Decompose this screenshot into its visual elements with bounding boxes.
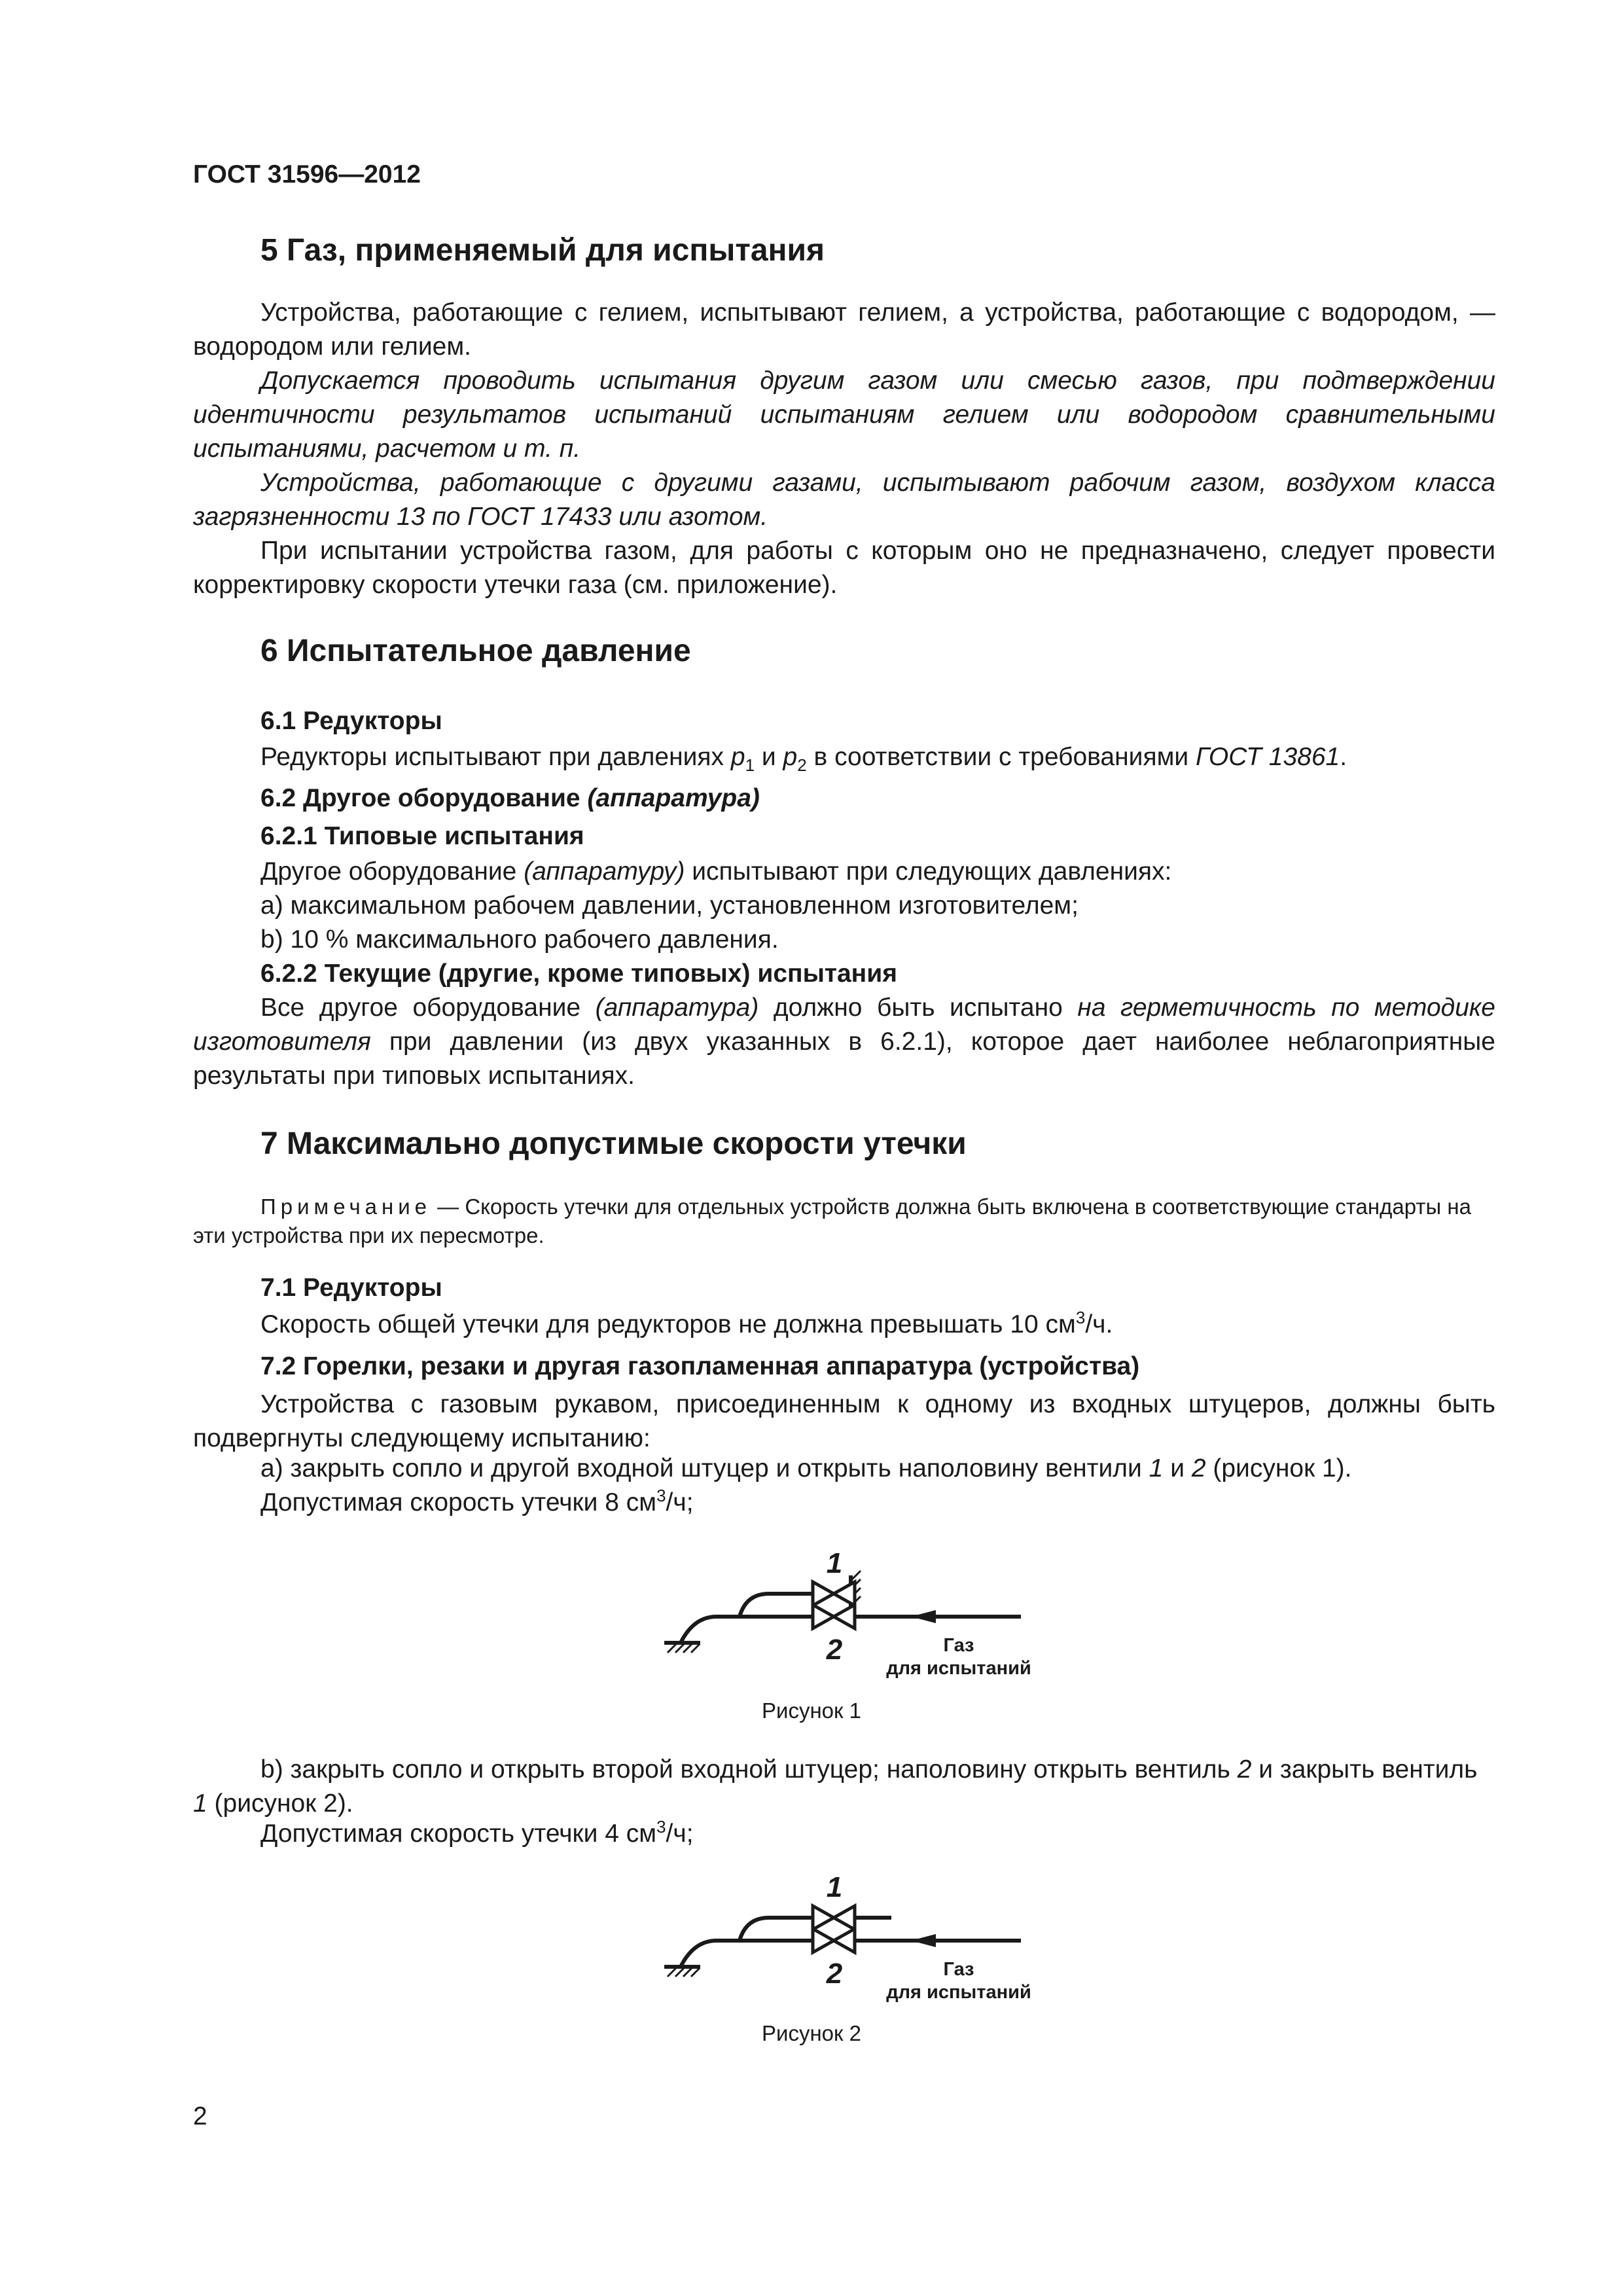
figure-1-gas-label-2: для испытаний: [886, 1658, 1031, 1679]
figure-2-flow-arrow: [911, 1934, 936, 1947]
figure-2-label-1: 1: [826, 1871, 843, 1903]
figure-2-ground-symbol: [664, 1967, 700, 1977]
figure-2-valve-2: [813, 1929, 855, 1952]
section-6-2-2-title: 6.2.2 Текущие (другие, кроме типовых) испытания: [260, 960, 897, 988]
note-label: Примечание: [260, 1194, 432, 1219]
section-7-title: 7 Максимально допустимые скорости утечки: [260, 1126, 967, 1161]
figure-2-gas-label: Газ: [943, 1959, 974, 1980]
list-item-a: a) максимальном рабочем давлении, установленном изготовителем;: [260, 891, 1079, 920]
section-5-paragraph-3-text: Устройства, работающие с другими газами, испытывают рабочим газом, воздухом класса загрязненности 13 по ГОСТ 17433 или азотом.: [193, 469, 1495, 531]
figure-2-valve-1: [813, 1906, 855, 1929]
section-5-paragraph-3: [193, 466, 1495, 534]
figure-2-label-2: 2: [826, 1958, 843, 1990]
section-5-title: 5 Газ, применяемый для испытания: [260, 233, 825, 268]
step-b-allowed-rate: Допустимая скорость утечки 4 $см^3/ч$;: [260, 1817, 694, 1848]
figure-1-diagram: [654, 1545, 1047, 1682]
page-number: 2: [193, 2102, 207, 2130]
step-a-text: a) закрыть сопло и другой входной штуцер и открыть наполовину вентили 1 и 2 (рисунок 1).: [260, 1454, 1352, 1482]
figure-1-valve-1: [813, 1582, 855, 1605]
document-header: ГОСТ 31596—2012: [193, 160, 421, 188]
figure-1-gas-label: Газ: [943, 1635, 974, 1656]
section-7-1-text: Скорость общей утечки для редукторов не должна превышать 10 $см^3/ч$.: [260, 1308, 1113, 1338]
section-7-1-title: 7.1 Редукторы: [260, 1274, 442, 1302]
section-5-paragraph-2: [193, 364, 1495, 466]
figure-1-caption: Рисунок 1: [762, 1698, 861, 1723]
section-5-paragraph-2-text: Допускается проводить испытания другим газом или смесью газов, при подтверждении идентичности результатов испытаний испытаниям гелием или водородом сравнительными испытаниями, расчетом и т. п.: [193, 367, 1495, 463]
section-6-2-2-text: Все другое оборудование (аппаратура) должно быть испытано на герметичность по методике изготовителя при давлении (из двух указанных в 6.2.1), которое дает наиболее неблагоприятные результаты при типовых испытаниях.: [193, 994, 1495, 1090]
figure-2-caption: Рисунок 2: [762, 2021, 861, 2045]
section-6-title: 6 Испытательное давление: [260, 634, 691, 668]
section-6-2-1-text: Другое оборудование (аппаратуру) испытывают при следующих давлениях:: [260, 857, 1172, 886]
section-6-1-title: 6.1 Редукторы: [260, 707, 442, 735]
figure-2-gas-label-2: для испытаний: [886, 1982, 1031, 2003]
section-5-paragraph-4: При испытании устройства газом, для работы с которым оно не предназначено, следует провести корректировку скорости утечки газа (см. приложение).: [193, 537, 1495, 599]
figure-2-diagram: [654, 1869, 1047, 2006]
section-7-2-text: Устройства с газовым рукавом, присоединенным к одному из входных штуцеров, должны быть подвергнуты следующему испытанию:: [193, 1390, 1495, 1452]
figure-1-label-1: 1: [826, 1547, 843, 1579]
step-a-allowed-rate: Допустимая скорость утечки 8 $см^3/ч$;: [260, 1486, 694, 1516]
figure-1-flow-arrow: [911, 1610, 936, 1623]
section-6-2-title: 6.2 Другое оборудование (аппаратура): [260, 784, 760, 812]
figure-1-ground-symbol: [664, 1643, 700, 1653]
section-7-note: Примечание — Скорость утечки для отдельных устройств должна быть включена в соответствующие стандарты на эти устройства при их пересмотре.: [193, 1194, 1471, 1247]
section-7-2-title: 7.2 Горелки, резаки и другая газопламенная аппаратура (устройства): [260, 1352, 1140, 1380]
figure-1-pipe-branch: [740, 1594, 851, 1617]
step-b-text: b) закрыть сопло и открыть второй входной штуцер; наполовину открыть вентиль 2 и закрыть вентиль 1 (рисунок 2).: [193, 1755, 1478, 1818]
section-5-paragraph-1: Устройства, работающие с гелием, испытывают гелием, а устройства, работающие с водородом, — водородом или гелием.: [193, 298, 1495, 361]
list-item-b: b) 10 % максимального рабочего давления.: [260, 925, 779, 954]
gost-13861-ref: ГОСТ 13861: [1196, 743, 1340, 771]
figure-1-label-2: 2: [826, 1634, 843, 1666]
section-6-1-text: Редукторы испытывают при давлениях $p_1$ и $p_2$ в соответствии с требованиями ГОСТ 13861.: [260, 743, 1347, 775]
section-6-2-1-title: 6.2.1 Типовые испытания: [260, 822, 584, 850]
figure-1-valve-2: [813, 1605, 855, 1628]
